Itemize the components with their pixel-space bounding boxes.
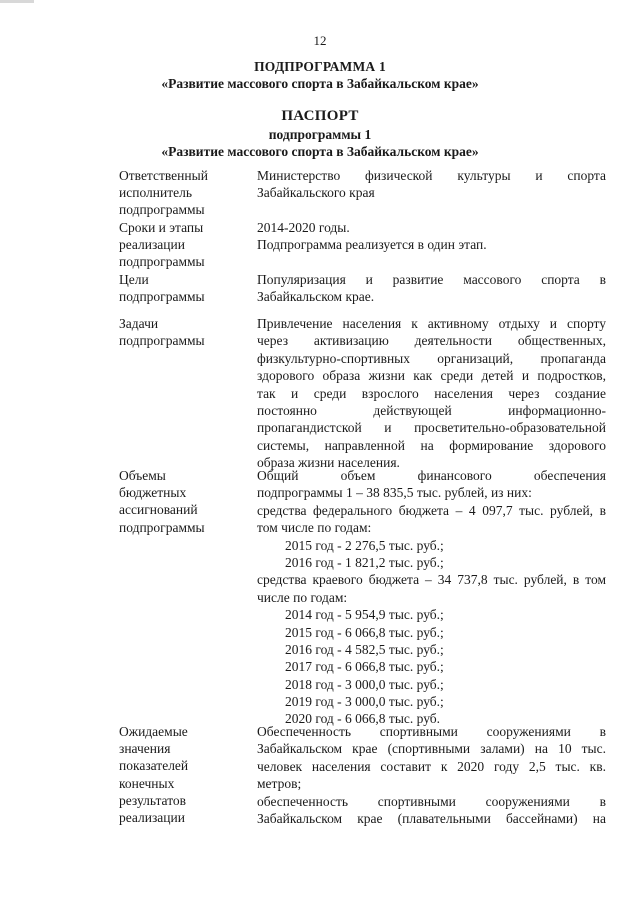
label-line: Цели bbox=[119, 272, 149, 287]
regional-year-line: 2020 год - 6 066,8 тыс. руб. bbox=[285, 711, 441, 727]
value-line: метров; bbox=[257, 776, 302, 792]
results-label bbox=[119, 723, 249, 826]
value-line: Забайкальском крае (плавательными бассейнами) на bbox=[257, 810, 606, 826]
passport-title: ПАСПОРТ bbox=[281, 108, 359, 124]
passport-subtitle: подпрограммы 1 bbox=[268, 127, 372, 142]
label-line: подпрограммы bbox=[119, 254, 205, 270]
terms-value bbox=[257, 219, 606, 254]
value-line: Забайкальском крае. bbox=[257, 289, 375, 305]
value-line: человек населения составит к 2020 году 2,5 тыс. кв. bbox=[257, 758, 606, 774]
label-line: подпрограммы bbox=[119, 289, 205, 305]
label-line: результатов bbox=[119, 792, 187, 808]
value-line: обеспеченность спортивными сооружениями в bbox=[257, 793, 606, 809]
value-line: Министерство физической культуры и спорта bbox=[257, 168, 606, 183]
value-line: подпрограммы 1 – 38 835,5 тыс. рублей, из них: bbox=[257, 485, 532, 501]
budget-value bbox=[257, 467, 606, 728]
value-line: том числе по годам: bbox=[257, 520, 372, 536]
value-line: постоянно действующей информационно- bbox=[257, 402, 606, 418]
results-value bbox=[257, 723, 606, 827]
label-line: Ожидаемые bbox=[119, 724, 188, 739]
goals-value bbox=[257, 271, 606, 306]
page-number: 12 bbox=[313, 33, 327, 48]
value-line: Забайкальского края bbox=[257, 185, 375, 201]
tasks-value bbox=[257, 315, 606, 472]
regional-year-line: 2017 год - 6 066,8 тыс. руб.; bbox=[285, 659, 444, 675]
terms-label bbox=[119, 219, 249, 271]
value-line: системы, направленной на формирование здорового bbox=[257, 437, 606, 453]
goals-label bbox=[119, 271, 249, 305]
regional-year-line: 2018 год - 3 000,0 тыс. руб.; bbox=[285, 676, 444, 692]
value-line: Привлечение населения к активному отдыху и спорту bbox=[257, 316, 606, 331]
label-line: Задачи bbox=[119, 316, 159, 331]
regional-year-line: 2016 год - 4 582,5 тыс. руб.; bbox=[285, 641, 444, 657]
label-line: подпрограммы bbox=[119, 519, 205, 535]
value-line: так и среди взрослого населения через создание bbox=[257, 385, 606, 401]
value-line: пропагандистской и просветительно-образовательной bbox=[257, 420, 606, 436]
value-line: Обеспеченность спортивными сооружениями в bbox=[257, 724, 606, 739]
regional-year-line: 2019 год - 3 000,0 тыс. руб.; bbox=[285, 694, 444, 710]
value-line: Общий объем финансового обеспечения bbox=[257, 468, 606, 483]
label-line: Объемы bbox=[119, 468, 166, 483]
regional-year-line: 2014 год - 5 954,9 тыс. руб.; bbox=[285, 607, 444, 623]
label-line: Ответственный bbox=[119, 168, 208, 183]
scan-corner-mark bbox=[0, 0, 34, 3]
federal-year-line: 2016 год - 1 821,2 тыс. руб.; bbox=[285, 554, 444, 570]
label-line: показателей bbox=[119, 758, 189, 774]
budget-label bbox=[119, 467, 249, 536]
executor-value bbox=[257, 167, 606, 202]
tasks-label bbox=[119, 315, 249, 349]
value-line: здорового образа жизни как среди детей и подростков, bbox=[257, 368, 606, 384]
value-line: средства краевого бюджета – 34 737,8 тыс. рублей, в том bbox=[257, 572, 606, 588]
label-line: значения bbox=[119, 741, 171, 757]
value-line: образа жизни населения. bbox=[257, 455, 400, 471]
label-line: конечных bbox=[119, 775, 175, 791]
label-line: бюджетных bbox=[119, 485, 187, 501]
value-line: через активизацию деятельности общественных, bbox=[257, 333, 606, 349]
label-line: подпрограммы bbox=[119, 333, 205, 349]
value-line: 2014-2020 годы. bbox=[257, 220, 350, 235]
federal-year-line: 2015 год - 2 276,5 тыс. руб.; bbox=[285, 537, 444, 553]
value-line: физкультурно-спортивных организаций, пропаганда bbox=[257, 350, 606, 366]
label-line: ассигнований bbox=[119, 502, 198, 518]
label-line: реализации bbox=[119, 237, 185, 253]
value-line: числе по годам: bbox=[257, 589, 348, 605]
executor-label bbox=[119, 167, 249, 219]
label-line: исполнитель bbox=[119, 185, 192, 201]
label-line: Сроки и этапы bbox=[119, 220, 204, 235]
value-line: Подпрограмма реализуется в один этап. bbox=[257, 237, 487, 253]
subprogram-subtitle: «Развитие массового спорта в Забайкальском крае» bbox=[161, 76, 479, 91]
passport-name: «Развитие массового спорта в Забайкальском крае» bbox=[161, 144, 479, 159]
subprogram-title: ПОДПРОГРАММА 1 bbox=[254, 59, 386, 74]
label-line: подпрограммы bbox=[119, 202, 205, 218]
regional-year-line: 2015 год - 6 066,8 тыс. руб.; bbox=[285, 624, 444, 640]
value-line: Популяризация и развитие массового спорта в bbox=[257, 272, 606, 287]
label-line: реализации bbox=[119, 810, 185, 826]
value-line: средства федерального бюджета – 4 097,7 тыс. рублей, в bbox=[257, 502, 606, 518]
value-line: Забайкальском крае (спортивными залами) на 10 тыс. bbox=[257, 741, 606, 757]
